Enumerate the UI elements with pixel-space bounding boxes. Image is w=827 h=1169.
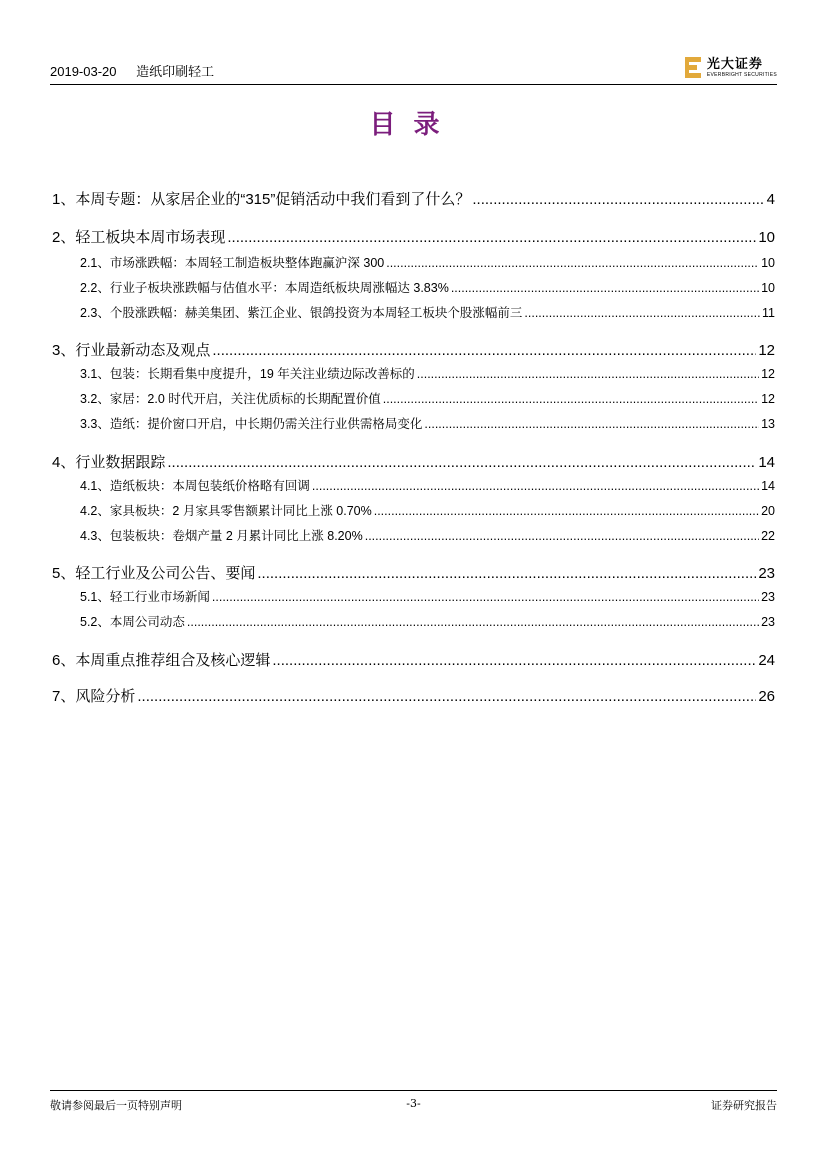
toc-entry-page: 13 (761, 417, 775, 431)
toc-entry-title: 行业最新动态及观点 (75, 342, 211, 359)
toc-entry[interactable] (80, 612, 775, 630)
toc-entry-title: 轻工行业市场新闻 (109, 590, 210, 604)
toc-entry-page: 10 (761, 256, 775, 270)
toc-entry-page: 23 (761, 590, 775, 604)
toc-entry-page: 20 (761, 504, 775, 518)
toc-entry-title: 包装：长期看集中度提升，19 年关注业绩边际改善标的 (109, 367, 415, 381)
toc-entry-title: 造纸：提价窗口开启，中长期仍需关注行业供需格局变化 (109, 417, 423, 431)
toc-title: 目录 (369, 110, 458, 140)
toc-leader-dots (137, 688, 756, 705)
toc-entry-number: 4.3、 (80, 529, 110, 543)
toc-entry-number: 3.1、 (80, 367, 110, 381)
toc-entry-title: 个股涨跌幅：赫美集团、紫江企业、银鸽投资为本周轻工板块个股涨幅前三 (109, 306, 523, 320)
toc-entry-page: 10 (758, 229, 775, 246)
toc-entry-title: 包装板块：卷烟产量 2 月累计同比上涨 8.20% (109, 529, 363, 543)
toc-entry-page: 12 (761, 367, 775, 381)
toc-leader-dots (386, 256, 759, 270)
toc-entry[interactable] (80, 278, 775, 296)
toc-entry-number: 2.3、 (80, 306, 110, 320)
toc-entry-number: 2.2、 (80, 281, 110, 295)
toc-entry-title: 家具板块：2 月家具零售额累计同比上涨 0.70% (109, 504, 372, 518)
toc-leader-dots (212, 590, 759, 604)
toc-entry-title: 造纸板块：本周包装纸价格略有回调 (109, 479, 310, 493)
toc-entry-number: 4.1、 (80, 479, 110, 493)
toc-entry-page: 24 (758, 652, 775, 669)
logo-english-name: EVERBRIGHT SECURITIES (706, 72, 777, 78)
toc-entry[interactable] (80, 414, 775, 432)
report-date: 2019-03-20 (50, 64, 117, 79)
toc-entry[interactable] (52, 226, 775, 247)
toc-entry-page: 26 (758, 688, 775, 705)
toc-leader-dots (383, 392, 759, 406)
toc-entry[interactable] (80, 501, 775, 519)
toc-leader-dots (417, 367, 759, 381)
toc-entry-number: 3.3、 (80, 417, 110, 431)
toc-leader-dots (424, 417, 759, 431)
toc-entry[interactable] (80, 303, 775, 321)
toc-leader-dots (272, 652, 756, 669)
report-sector: 造纸印刷轻工 (136, 64, 215, 79)
toc-entry-page: 14 (758, 454, 775, 471)
toc-entry-number: 5.2、 (80, 615, 110, 629)
toc-leader-dots (187, 615, 759, 629)
toc-leader-dots (451, 281, 759, 295)
toc-leader-dots (524, 306, 760, 320)
toc-entry[interactable] (80, 476, 775, 494)
toc-entry-page: 23 (761, 615, 775, 629)
toc-entry[interactable] (80, 526, 775, 544)
toc-entry-page: 12 (761, 392, 775, 406)
logo-chinese-name: 光大证券 (706, 57, 763, 72)
page-number: -3- (406, 1097, 421, 1110)
toc-entry-title: 家居：2.0 时代开启，关注优质标的长期配置价值 (109, 392, 381, 406)
toc-entry-title: 本周专题：从家居企业的“315”促销活动中我们看到了什么？ (75, 191, 471, 208)
toc-entry-title: 市场涨跌幅：本周轻工制造板块整体跑赢沪深 300 (109, 256, 385, 270)
table-of-contents (52, 0, 775, 720)
toc-leader-dots (365, 529, 759, 543)
toc-entry-title: 本周重点推荐组合及核心逻辑 (75, 652, 271, 669)
toc-entry-number: 3.2、 (80, 392, 110, 406)
toc-entry-number: 2、 (52, 229, 76, 246)
toc-entry-page: 10 (761, 281, 775, 295)
toc-entry-page: 4 (766, 191, 775, 208)
toc-entry-page: 22 (761, 529, 775, 543)
toc-entry[interactable] (52, 562, 775, 583)
toc-entry[interactable] (52, 188, 775, 209)
toc-entry-number: 1、 (52, 191, 76, 208)
toc-entry-title: 轻工板块本周市场表现 (75, 229, 226, 246)
toc-leader-dots (257, 565, 756, 582)
toc-leader-dots (227, 229, 756, 246)
toc-leader-dots (212, 342, 756, 359)
toc-entry[interactable] (80, 389, 775, 407)
toc-entry[interactable] (80, 253, 775, 271)
toc-entry-title: 轻工行业及公司公告、要闻 (75, 565, 256, 582)
toc-entry-page: 14 (761, 479, 775, 493)
toc-entry-title: 本周公司动态 (109, 615, 185, 629)
page-footer (50, 1090, 777, 1115)
footer-report-type: 证券研究报告 (711, 1099, 777, 1112)
toc-entry-number: 7、 (52, 688, 76, 705)
toc-entry-page: 12 (758, 342, 775, 359)
toc-leader-dots (374, 504, 759, 518)
footer-disclaimer: 敬请参阅最后一页特别声明 (50, 1099, 182, 1112)
toc-entry-number: 6、 (52, 652, 76, 669)
toc-entry[interactable] (52, 649, 775, 670)
toc-entry-number: 5.1、 (80, 590, 110, 604)
toc-entry-number: 2.1、 (80, 256, 110, 270)
toc-entry-page: 23 (758, 565, 775, 582)
toc-entry[interactable] (80, 587, 775, 605)
toc-leader-dots (312, 479, 759, 493)
toc-entry[interactable] (80, 364, 775, 382)
toc-entry-title: 行业数据跟踪 (75, 454, 166, 471)
toc-entry-number: 3、 (52, 342, 76, 359)
toc-entry-title: 风险分析 (75, 688, 136, 705)
toc-leader-dots (472, 191, 764, 208)
toc-entry[interactable] (52, 339, 775, 360)
toc-entry-number: 4、 (52, 454, 76, 471)
toc-entry-page: 11 (762, 306, 775, 320)
toc-entry-number: 5、 (52, 565, 76, 582)
toc-entry-number: 4.2、 (80, 504, 110, 518)
toc-entry-title: 行业子板块涨跌幅与估值水平：本周造纸板块周涨幅达 3.83% (109, 281, 449, 295)
toc-entry[interactable] (52, 685, 775, 706)
toc-entry[interactable] (52, 451, 775, 472)
toc-leader-dots (167, 454, 756, 471)
